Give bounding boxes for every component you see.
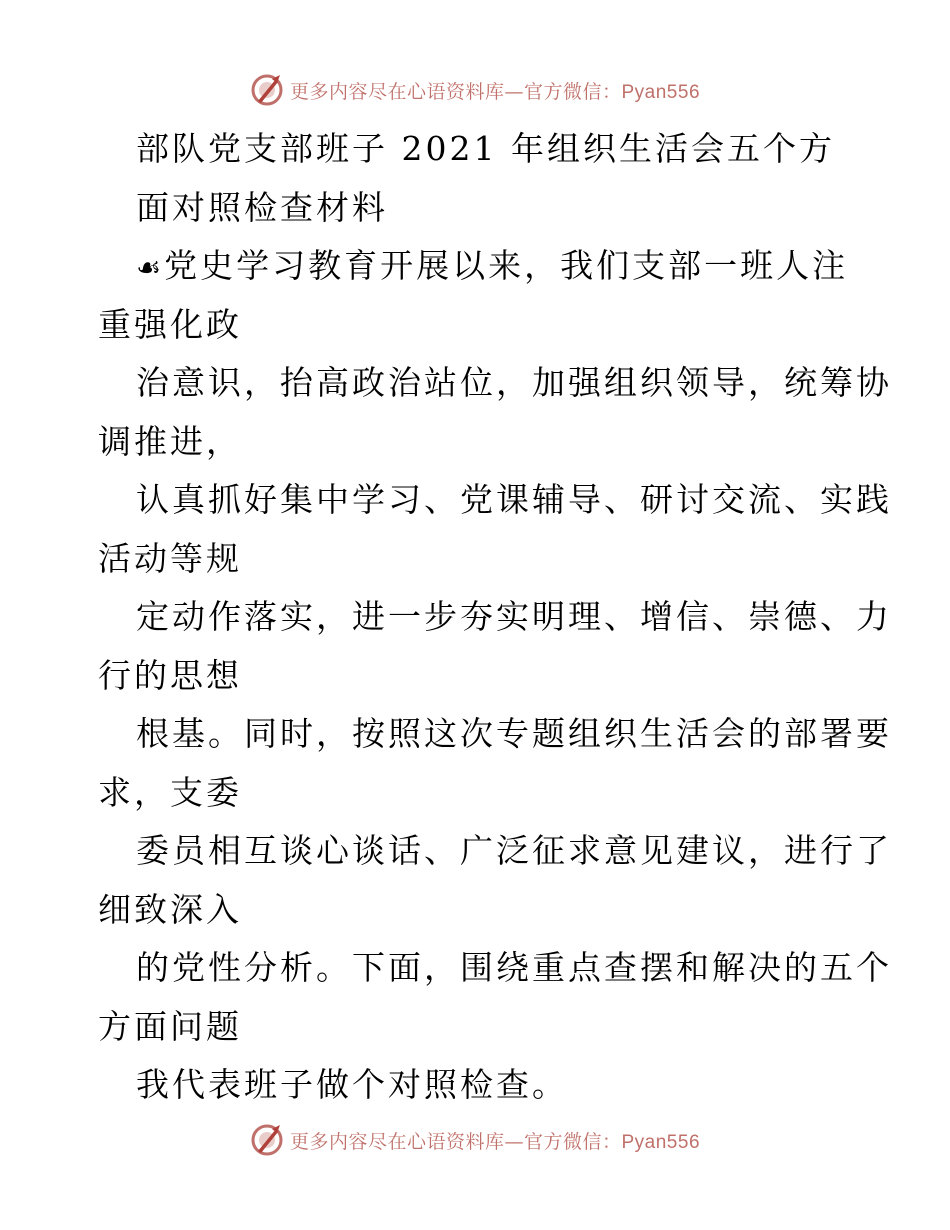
wechat-id: Pyan556 [621, 81, 701, 103]
quill-seal-icon [250, 1123, 284, 1157]
wechat-id: Pyan556 [621, 1131, 701, 1153]
paragraph-line: 我代表班子做个对照检查。 [136, 1065, 568, 1104]
paragraph-line: 调推进， [98, 421, 242, 461]
banner-text: 更多内容尽在心语资料库—官方微信：Pyan556 [289, 80, 701, 103]
document-title-line-1: 部队党支部班子 2021 年组织生活会五个方 [136, 129, 835, 168]
paragraph-line: 方面问题 [98, 1006, 242, 1046]
document-body [98, 120, 892, 1115]
paragraph-line: 认真抓好集中学习、党课辅导、研讨交流、实践 [136, 480, 892, 519]
paragraph-line: 求，支委 [98, 772, 242, 812]
paragraph-line: 治意识，抬高政治站位，加强组织领导，统筹协 [136, 363, 892, 402]
paragraph-line: 委员相互谈心谈话、广泛征求意见建议，进行了 [136, 831, 892, 870]
header-banner [0, 70, 950, 110]
document-title-line-2: 面对照检查材料 [136, 187, 388, 227]
banner-text: 更多内容尽在心语资料库—官方微信：Pyan556 [289, 1130, 701, 1153]
quill-seal-icon [250, 73, 284, 107]
paragraph-line: 定动作落实，进一步夯实明理、增信、崇德、力 [136, 597, 892, 636]
fleuron-bullet-icon: ☙ [136, 251, 165, 284]
paragraph-line: 的党性分析。下面，围绕重点查摆和解决的五个 [136, 948, 892, 987]
paragraph-line: 重强化政 [98, 304, 242, 344]
paragraph-line: 细致深入 [98, 889, 242, 929]
paragraph-line: ☙党史学习教育开展以来，我们支部一班人注 [136, 246, 849, 285]
paragraph-line: 行的思想 [98, 655, 242, 695]
footer-banner [0, 1120, 950, 1160]
paragraph-line: 活动等规 [98, 538, 242, 578]
paragraph-line: 根基。同时，按照这次专题组织生活会的部署要 [136, 714, 892, 753]
